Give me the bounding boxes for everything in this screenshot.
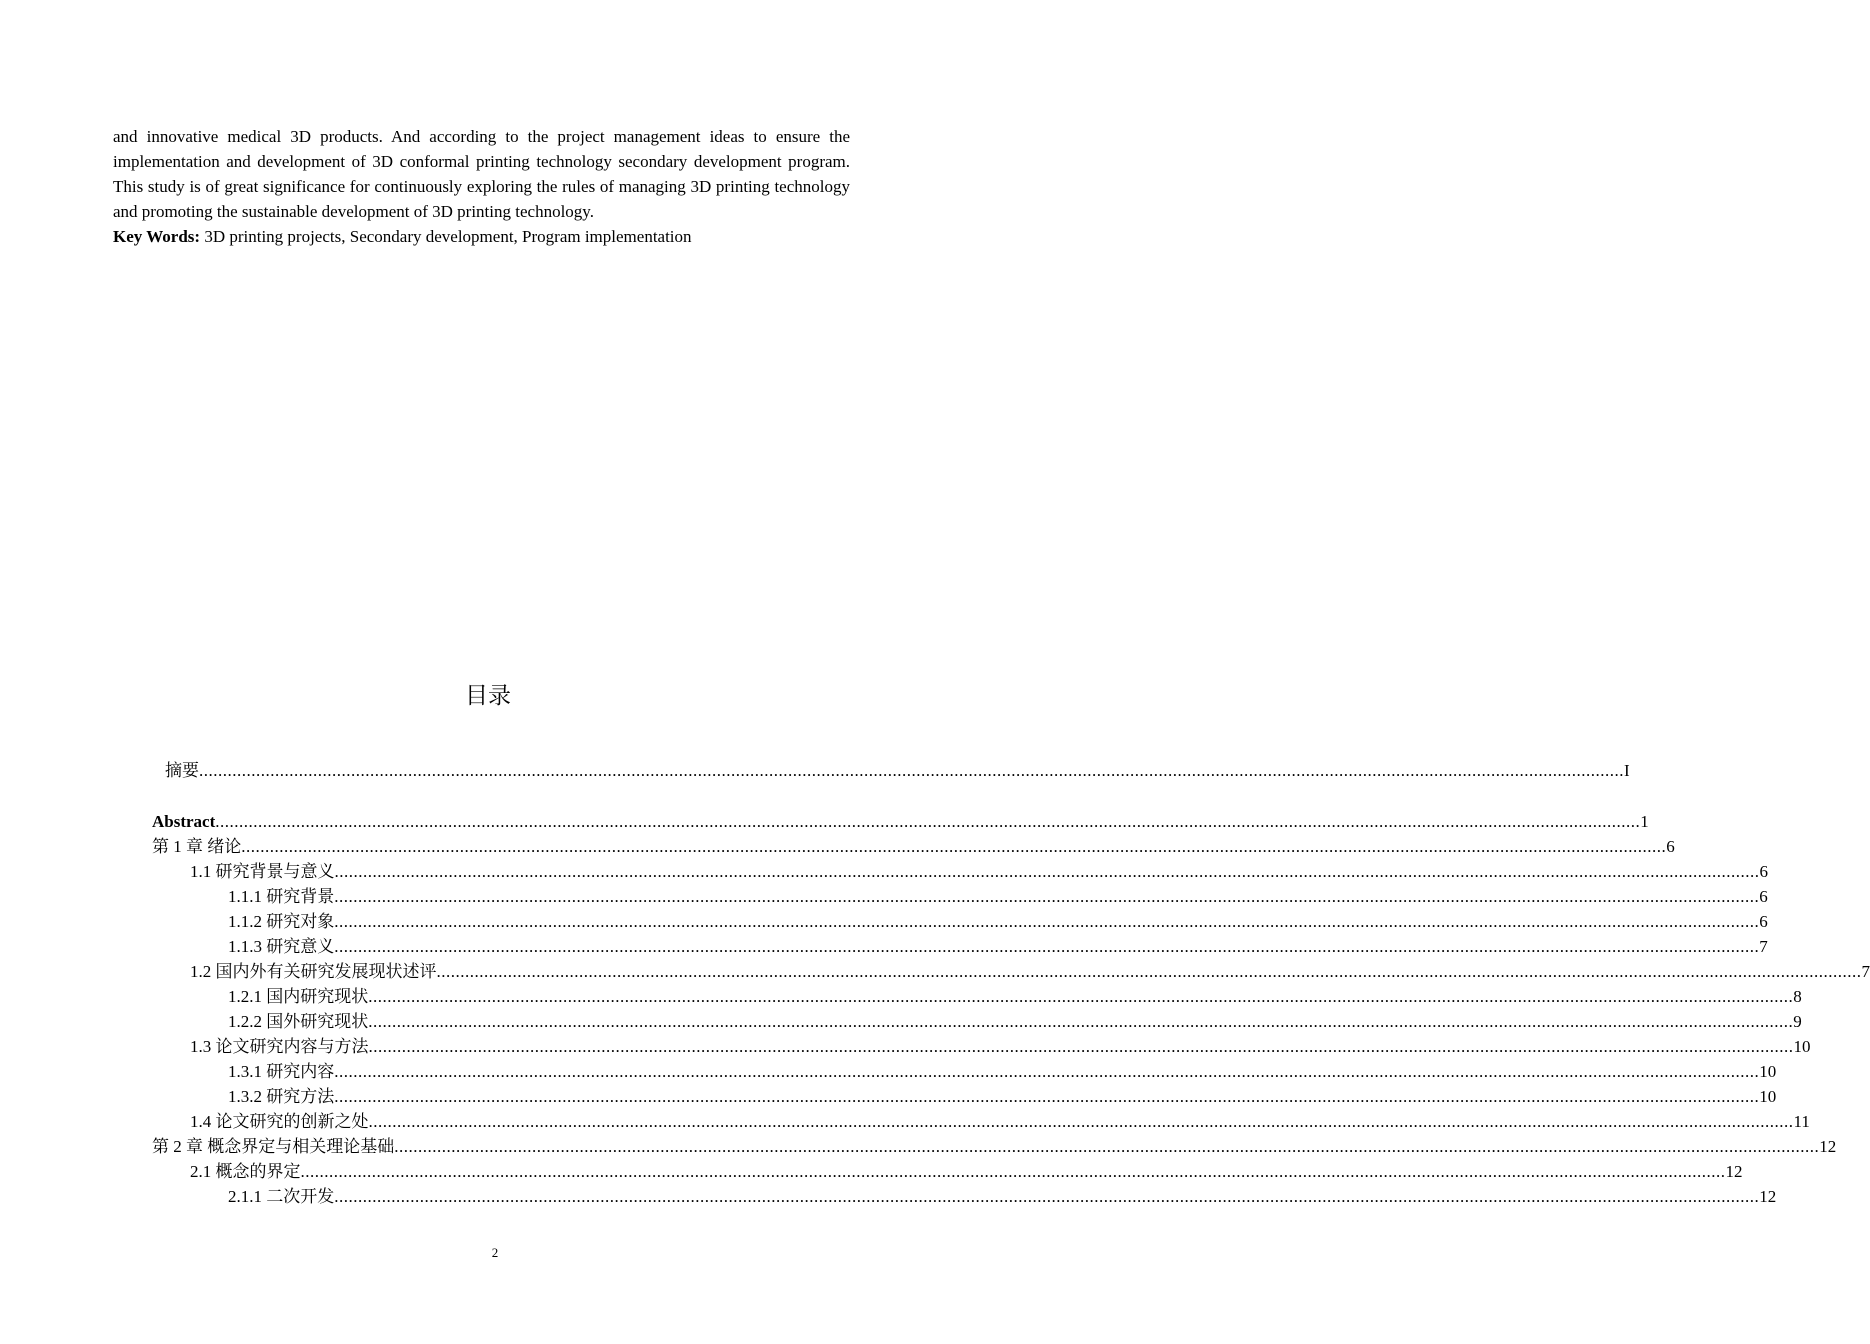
toc-entry-page: 10	[1759, 1087, 1777, 1106]
toc-entry-1-1-3[interactable]	[228, 934, 1768, 959]
toc-entry-page: 8	[1793, 987, 1802, 1006]
toc-leader-dots: ............................................................................................................................................................................................................................................................................................................	[199, 761, 1624, 780]
toc-leader-dots: ............................................................................................................................................................................................................................................................................................................	[368, 1037, 1794, 1056]
toc-entry-page: 7	[1759, 937, 1768, 956]
toc-entry-label: 1.3.2 研究方法	[228, 1087, 335, 1106]
toc-entry-1-2-2[interactable]	[228, 1009, 1802, 1034]
toc-entry-page: 6	[1759, 912, 1768, 931]
toc-leader-dots: ............................................................................................................................................................................................................................................................................................................	[368, 1112, 1794, 1131]
toc-leader-dots: ............................................................................................................................................................................................................................................................................................................	[334, 1062, 1760, 1081]
toc-entry-label: 1.2.2 国外研究现状	[228, 1012, 369, 1031]
toc-entry-1-3-2[interactable]	[228, 1084, 1777, 1109]
toc-entry-1-1-1[interactable]	[228, 884, 1768, 909]
toc-entry-page: 12	[1819, 1137, 1837, 1156]
toc-entry-1-3[interactable]	[190, 1034, 1811, 1059]
toc-leader-dots: ............................................................................................................................................................................................................................................................................................................	[368, 1012, 1794, 1031]
toc-entry-page: 12	[1725, 1162, 1743, 1181]
toc-leader-dots: ............................................................................................................................................................................................................................................................................................................	[334, 1187, 1760, 1206]
toc-title: 目录	[465, 683, 511, 709]
keywords-line	[113, 224, 850, 249]
toc-leader-dots: ............................................................................................................................................................................................................................................................................................................	[241, 837, 1667, 856]
toc-entry-1-3-1[interactable]	[228, 1059, 1777, 1084]
toc-entry-page: 6	[1759, 862, 1768, 881]
toc-entry-page: 6	[1759, 887, 1768, 906]
toc-entry-1-2[interactable]	[190, 959, 1870, 984]
toc-entry-page: 10	[1793, 1037, 1811, 1056]
toc-entry-1-1[interactable]	[190, 859, 1768, 884]
toc-entry-2-1-1[interactable]	[228, 1184, 1777, 1209]
toc-entry-label: 1.4 论文研究的创新之处	[190, 1112, 369, 1131]
toc-leader-dots: ............................................................................................................................................................................................................................................................................................................	[436, 962, 1862, 981]
toc-entry-label: 1.3.1 研究内容	[228, 1062, 335, 1081]
toc-entry-label: 1.1.3 研究意义	[228, 937, 335, 956]
toc-entry-1-2-1[interactable]	[228, 984, 1802, 1009]
keywords-text: 3D printing projects, Secondary development, Program implementation	[200, 227, 692, 246]
toc-entry-chapter-1[interactable]	[152, 834, 1675, 859]
toc-entry-2-1[interactable]	[190, 1159, 1743, 1184]
toc-entry-page: 7	[1861, 962, 1870, 981]
toc-entry-label: 1.1.2 研究对象	[228, 912, 335, 931]
toc-leader-dots: ............................................................................................................................................................................................................................................................................................................	[300, 1162, 1726, 1181]
toc-entry-chapter-2[interactable]	[152, 1134, 1837, 1159]
abstract-paragraph: and innovative medical 3D products. And according to the project management ideas to ensure the implementation and development of 3D conformal printing technology secondary development program. This study is of great significance for continuously exploring the rules of managing 3D printing technology and promoting the sustainable development of 3D printing technology.	[113, 127, 850, 221]
toc-entry-page: 10	[1759, 1062, 1777, 1081]
toc-entry-label: 摘要	[165, 761, 199, 780]
toc-entry-page: 6	[1666, 837, 1675, 856]
toc-entry-label: 2.1.1 二次开发	[228, 1187, 335, 1206]
toc-leader-dots: ............................................................................................................................................................................................................................................................................................................	[334, 1087, 1760, 1106]
toc-entry-1-1-2[interactable]	[228, 909, 1768, 934]
toc-entry-page: 9	[1793, 1012, 1802, 1031]
toc-entry-label: 2.1 概念的界定	[190, 1162, 301, 1181]
toc-leader-dots: ............................................................................................................................................................................................................................................................................................................	[334, 862, 1760, 881]
toc-entry-page: 12	[1759, 1187, 1777, 1206]
toc-entry-label: 第 1 章 绪论	[152, 837, 242, 856]
toc-entry-label: Abstract	[152, 812, 216, 831]
toc-entry-page: 1	[1640, 812, 1649, 831]
toc-entry-label: 第 2 章 概念界定与相关理论基础	[152, 1137, 395, 1156]
toc-entry-label: 1.3 论文研究内容与方法	[190, 1037, 369, 1056]
toc-entry-label: 1.2.1 国内研究现状	[228, 987, 369, 1006]
toc-entry-abstract-en[interactable]	[152, 809, 1649, 834]
keywords-label: Key Words:	[113, 227, 201, 246]
toc-entry-label: 1.1.1 研究背景	[228, 887, 335, 906]
toc-entry-1-4[interactable]	[190, 1109, 1810, 1134]
toc-leader-dots: ............................................................................................................................................................................................................................................................................................................	[394, 1137, 1820, 1156]
toc-leader-dots: ............................................................................................................................................................................................................................................................................................................	[215, 812, 1641, 831]
page-number: 2	[491, 1245, 499, 1260]
toc-leader-dots: ............................................................................................................................................................................................................................................................................................................	[334, 887, 1760, 906]
toc-entry-abstract-cn[interactable]	[165, 758, 1630, 783]
toc-entry-page: I	[1624, 761, 1630, 780]
toc-leader-dots: ............................................................................................................................................................................................................................................................................................................	[334, 912, 1760, 931]
toc-leader-dots: ............................................................................................................................................................................................................................................................................................................	[334, 937, 1760, 956]
toc-leader-dots: ............................................................................................................................................................................................................................................................................................................	[368, 987, 1794, 1006]
toc-entry-label: 1.2 国内外有关研究发展现状述评	[190, 962, 437, 981]
abstract-section	[113, 124, 850, 249]
toc-entry-page: 11	[1793, 1112, 1810, 1131]
toc-entry-label: 1.1 研究背景与意义	[190, 862, 335, 881]
